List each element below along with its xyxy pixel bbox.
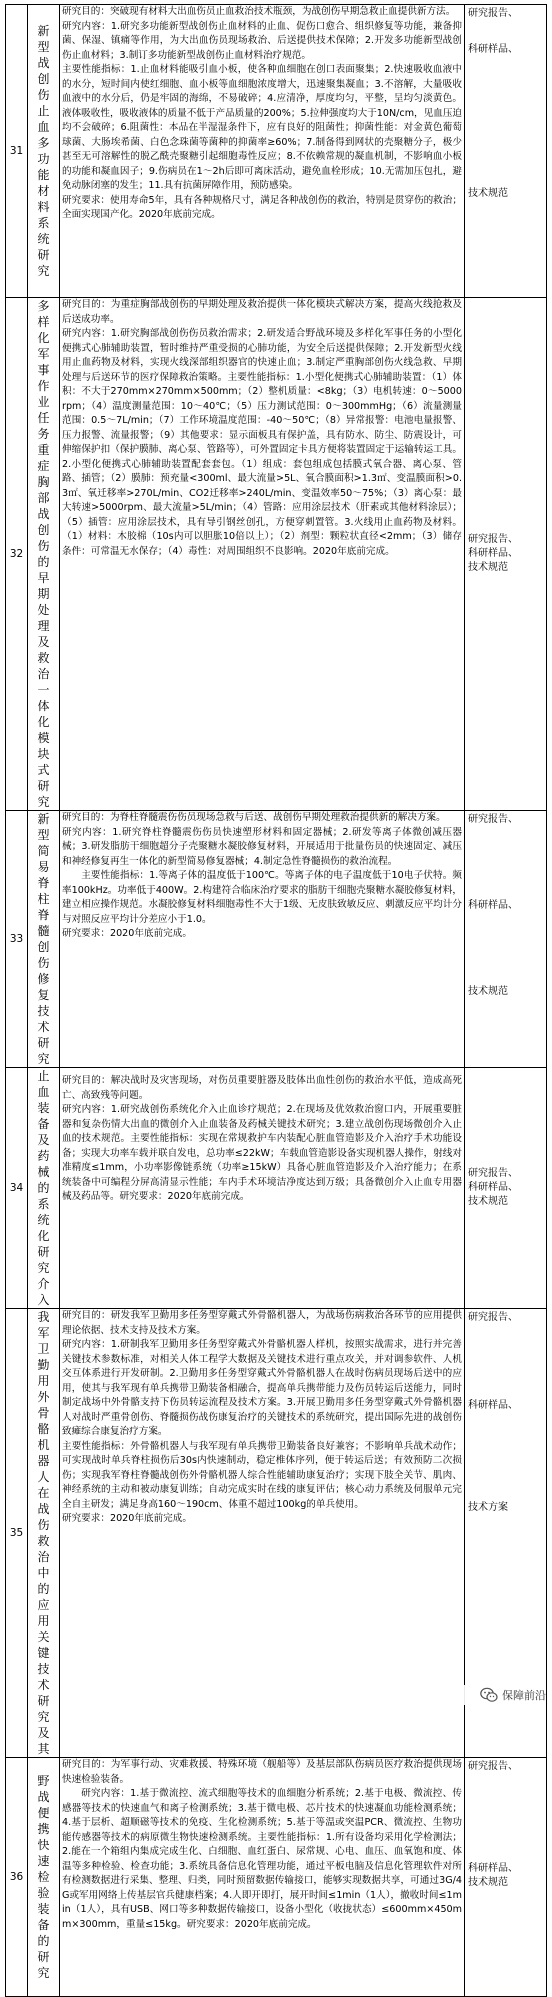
result-item: 研究报告、 [468, 534, 518, 545]
result-form-cell [465, 298, 547, 811]
table-row [6, 298, 547, 811]
project-name-cell [28, 1758, 60, 1997]
content-paragraph: 研究目的：解决战时及灾害现场，对伤员重要脏器及肢体出血性创伤的救治水平低，造成高死亡、高致残等问题。 [62, 1075, 462, 1101]
content-paragraph: 研究要求：2020年底前完成。 [62, 928, 192, 939]
content-paragraph: 研究要求：2020年底前完成。 [62, 1513, 192, 1524]
content-paragraph: 主要性能指标：外骨骼机器人与我军现有单兵携带卫勤装备良好兼容；不影响单兵战术动作；可实现战时单兵脊柱损伤后30s内快速制动，稳定椎体序列，便于转运后送；有效预防二次损伤；实现我军脊柱脊髓战创伤外骨骼机器人综合性能辅助康复治疗；实现下肢全关节、肌肉、神经系统的主动和被动康复训练；自动完成实时在线的康复评估；核心动力系统及伺服单元完全自主研发；满足身高160～190cm、体重不超过100kg的单兵使用。 [62, 1440, 462, 1510]
project-name: 新型简易脊柱脊髓创伤修复技术研究 [37, 812, 50, 1066]
project-name: 止血装备及药械的系统化研究介入 [37, 1069, 50, 1307]
result-item: 技术方案 [468, 1502, 508, 1513]
result-item: 研究报告、 [468, 1761, 518, 1772]
project-content-cell [60, 5, 465, 298]
table-row [6, 1068, 547, 1309]
watermark [428, 1685, 546, 1705]
content-paragraph: 研究目的：为脊柱脊髓震伤伤员现场急救与后送、战创伤早期处理救治提供新的解决方案。 [62, 812, 446, 823]
project-name-cell [28, 298, 60, 811]
row-number: 35 [6, 1309, 28, 1758]
row-number: 33 [6, 811, 28, 1068]
row-number: 34 [6, 1068, 28, 1309]
project-content-cell [60, 298, 465, 811]
content-paragraph: 研究目的：为军事行动、灾难救援、特殊环境（舰船等）及基层部队伤病员医疗救治提供现场快速检验装备。 [62, 1759, 462, 1785]
content-paragraph: 研究内容：1.研究胸部战创伤伤员救治需求；2.研发适合野战环境及多样化军事任务的小型化便携式心肺辅助装置，暂时维持严重受损的心肺功能，为安全后送提供保障；2.开发新型火线用止血药物及材料，实现火线深部组织器官的快速止血；3.制定严重胸部创伤火线急救、早期处理与后送环节的医疗保障救治策略。主要性能指标：1.小型化便携式心肺辅助装置：（1）体积：不大于270mm×270mm×500mm；（2）整机质量：<8kg；（3）电机转速：0～5000rpm；（4）温度测量范围：10～40℃；（5）压力测试范围：0～300mmHg；（6）流量测量范围：0.5～7L/min；（7）工作环境温度范围：-40～50℃；（8）异常报警：电池电量报警、压力报警、流量报警；（9）其他要求：显示面板具有保护盖，具有防水、防尘、防震设计，可伸缩保护扣（保护膜肺、离心泵、管路等），可外置固定卡具方便将装置固定于运输转运工具。2.小型化便携式心肺辅助装置配套套包。（1）组成：套包组成包括膜式氧合器、离心泵、管路、插管；（2）膜肺：预充量<300ml、最大流量>5L、氧合膜面积>1.3㎡、变温膜面积>0.3㎡、氧迁移率>270L/min、CO2迁移率>240L/min、变温效率50～75%；（3）离心泵：最大转速>5000rpm、最大流量>5L/min；（4）管路：应用涂层技术（肝素或其他材料涂层）；（5）插管：应用涂层技术，具有导引钢丝创孔，方便穿刺置管。3.火线用止血药物及材料。（1）材料：木胶棉（10s内可以胆胀10倍以上）；（2）剂型：颗粒状直径<2mm；（3）储存条件：可常温无水保存；（4）毒性：对周围组织不良影响。2020年底前完成。 [62, 328, 462, 557]
result-form-cell [465, 811, 547, 1068]
result-item: 研究报告、 [468, 1312, 518, 1323]
wechat-icon [480, 1687, 498, 1703]
content-paragraph: 研究内容：1.研究多功能新型战创伤止血材料的止血、促伤口愈合、组织修复等功能，兼备抑菌、保湿、镇痛等作用，为大出血伤员现场救治、后送提供技术保障；2.开发多功能新型战创伤止血材料；3.制订多功能新型战创伤止血材料治疗规范。 [62, 20, 462, 61]
result-item: 科研样品、 [468, 44, 518, 55]
project-name-cell [28, 1068, 60, 1309]
result-item: 科研样品、 [468, 548, 518, 559]
content-paragraph: 研究目的：为重症胸部战创伤的早期处理及救治提供一体化模块式解决方案，提高火线抢救及后送成功率。 [62, 299, 462, 325]
result-item: 研究报告、 [468, 1168, 518, 1179]
result-item: 技术规范 [468, 562, 508, 573]
result-form-cell [465, 5, 547, 298]
project-content-cell [60, 1758, 465, 1997]
project-name: 新型战创伤止血多功能材料系统研究 [37, 24, 50, 278]
result-item: 科研样品、 [468, 1400, 518, 1411]
content-paragraph: 研究目的：突破现有材料大出血伤员止血救治技术瓶颈，为战创伤早期急救止血提供新方法。 [62, 6, 456, 17]
project-content-cell [60, 1068, 465, 1309]
project-content-cell [60, 1309, 465, 1758]
project-name: 野战便携快速检验装备的研究 [37, 1774, 50, 1980]
table-row [6, 811, 547, 1068]
result-item: 科研样品、 [468, 1182, 518, 1193]
row-number: 31 [6, 5, 28, 298]
project-name: 我军卫勤用外骨骼机器人在战伤救治中的应用关键技术研究及其 [37, 1310, 50, 1756]
result-item: 技术规范 [468, 986, 508, 997]
project-name: 多样化军事作业任务重症胸部战创伤的早期处理及救治一体化模块式研究 [37, 299, 50, 809]
content-paragraph: 研究目的：研发我军卫勤用多任务型穿戴式外骨骼机器人，为战场伤病救治各环节的应用提供理论依据、技术支持及技术方案。 [62, 1310, 462, 1336]
result-item: 研究报告、 [468, 814, 518, 825]
content-paragraph: 研究内容：1.研制我军卫勤用多任务型穿戴式外骨骼机器人样机，按照实战需求，进行并完善关键技术参数标准，对相关人体工程学大数据及关键技术进行重点攻关，并对调参软件、人机交互体系进行开发研制。2.卫勤用多任务型穿戴式外骨骼机器人在战时伤病员现场后送中的应用，使其与我军现有单兵携带卫勤装备相融合，提高单兵携带能力及伤员转运后送能力，同时制定战场中外骨骼支持下伤员转运流程及技术方案。3.开展卫勤用多任务型穿戴式外骨骼机器人对战时严重骨创伤、脊髓损伤战伤康复治疗的关键技术的系统研究，提出国际先进的战创伤致瘫综合康复治疗方案。 [62, 1339, 462, 1437]
table-row [6, 5, 547, 298]
watermark-text: 保障前沿 [502, 1689, 546, 1702]
row-number: 36 [6, 1758, 28, 1997]
project-table-page [5, 4, 546, 1980]
result-item: 技术规范 [468, 1196, 508, 1207]
result-item: 科研样品、 [468, 900, 518, 911]
project-name-cell [28, 811, 60, 1068]
content-paragraph: 主要性能指标：1.止血材料能吸引血小板，使各种血细胞在创口表面聚集；2.快速吸收血液中的水分，短时间内使红细胞、血小板等血细胞浓度增大，迅速聚集凝血；3.不溶解，大量吸收血液中的水分后，仍是牢固的海绵，不易破碎；4.应清净，厚度均匀，平整，呈均匀淡黄色。液体吸收性，吸收液体的质量不低于产品质量的200%；5.拉伸强度均大于10N/cm，见血压迫均不会破碎；6.阻菌性：本品在半湿湿条件下，应有良好的阻菌性；抑菌性能：对金黄色葡萄球菌、大肠埃希菌、白色念珠菌等菌种的抑菌率≥60%；7.制备得到网状的壳聚糖分子，极少甚至无可溶解性的脱乙酰壳聚糖引起细胞毒性反应；8.不依赖常规的凝血机制，不影响血小板的功能和凝血因子；9.伤病员在1～2h后即可离床活动，避免血栓形成；10.无需加压包扎，避免动脉闭塞的发生；11.具有抗菌屏障作用，预防感染。 [62, 64, 463, 191]
content-paragraph: 研究内容：1.研究脊柱脊髓震伤伤员快速塑形材料和固定器械；2.研发等离子体微创减压器械；3.研发脂肪干细胞超分子壳聚糖水凝胶修复材料，开展适用于批量伤员的快速固定、减压和神经修复再生一体化的新型简易修复器械；4.制定急性脊髓损伤的救治流程。 [62, 826, 462, 867]
content-paragraph: 研究要求：使用寿命5年，具有各种规格尺寸，满足各种战创伤的救治，特别是贯穿伤的救治；全面实现国产化。2020年底前完成。 [62, 194, 462, 220]
project-name-cell [28, 1309, 60, 1758]
project-name-cell [28, 5, 60, 298]
project-content-cell [60, 811, 465, 1068]
result-form-cell [465, 1758, 547, 1997]
row-number: 32 [6, 298, 28, 811]
result-item: 技术规范 [468, 188, 508, 199]
table-row [6, 1758, 547, 1997]
result-item: 研究报告、 [468, 8, 518, 19]
content-paragraph: 主要性能指标：1.等离子体的温度低于100℃。等离子体的电子温度低于10电子伏特。频率100kHz。功率低于400W。2.构建符合临床治疗要求的脂肪干细胞壳聚糖水凝胶修复材料，建立相应操作规范。水凝胶修复材料细胞毒性不大于1级、无皮肤致敏反应、刺激反应平均计分与对照反应平均计分差应小于1.0。 [62, 870, 462, 925]
result-item: 科研样品、 [468, 1863, 518, 1874]
content-paragraph: 研究内容：1.研究战创伤系统化介入止血诊疗规范；2.在现场及优效救治窗口内，开展重要脏器和复杂伤情大出血的微创介入止血装备及药械关键技术研究；3.建立战创伤现场微创介入止血的技术规范。主要性能指标：实现在常规救护车内装配心脏血管造影及介入治疗手术功能设备；实现大功率车载并联自发电，总功率≤22kW；车载血管造影设备实现机器人操作，射线对准精度≤1mm，小功率影像链系统（功率≥15kW）具备心脏血管造影及介入治疗能力；在系统装备中可编程分屏高清显示性能；车内手术环境洁净度达到万级；具备微创介入止血专用器械及药品等。研究要求：2020年底前完成。 [62, 1104, 462, 1202]
content-paragraph: 研究内容：1.基于微流控、流式细胞等技术的血细胞分析系统；2.基于电极、微流控、传感器等技术的快速血气和离子检测系统；3.基于微电极、芯片技术的快速凝血功能检测系统；4.基于层析、超顺磁等技术的免疫、生化检测系统；5.基于等温或突温PCR、微流控、生物功能传感器等技术的病原微生物快速检测系统。主要性能指标：1.所有设备均采用化学检测法；2.能在一个箱组内集成完成生化、白细胞、血红蛋白、尿常规、心电、血压、血氧饱和度、体温等多种检验、检查功能；3.系统具备信息化管理功能，通过平板电脑及信息化管理软件对所有检测数据进行采集、整理、归类，同时预留数据传输接口，能够实现数据共享，可通过3G/4G或军用网络上传基层官兵健康档案；4.人即开即打，展开时间≤1min（1人），撤收时间≤1min（1人），具有USB、网口等多种数据传输接口，设备小型化（收拢状态）≤600mm×450mm×300mm，重量≤15kg。研究要求：2020年底前完成。 [62, 1788, 462, 1930]
result-item: 技术规范 [468, 1877, 508, 1888]
result-form-cell [465, 1068, 547, 1309]
